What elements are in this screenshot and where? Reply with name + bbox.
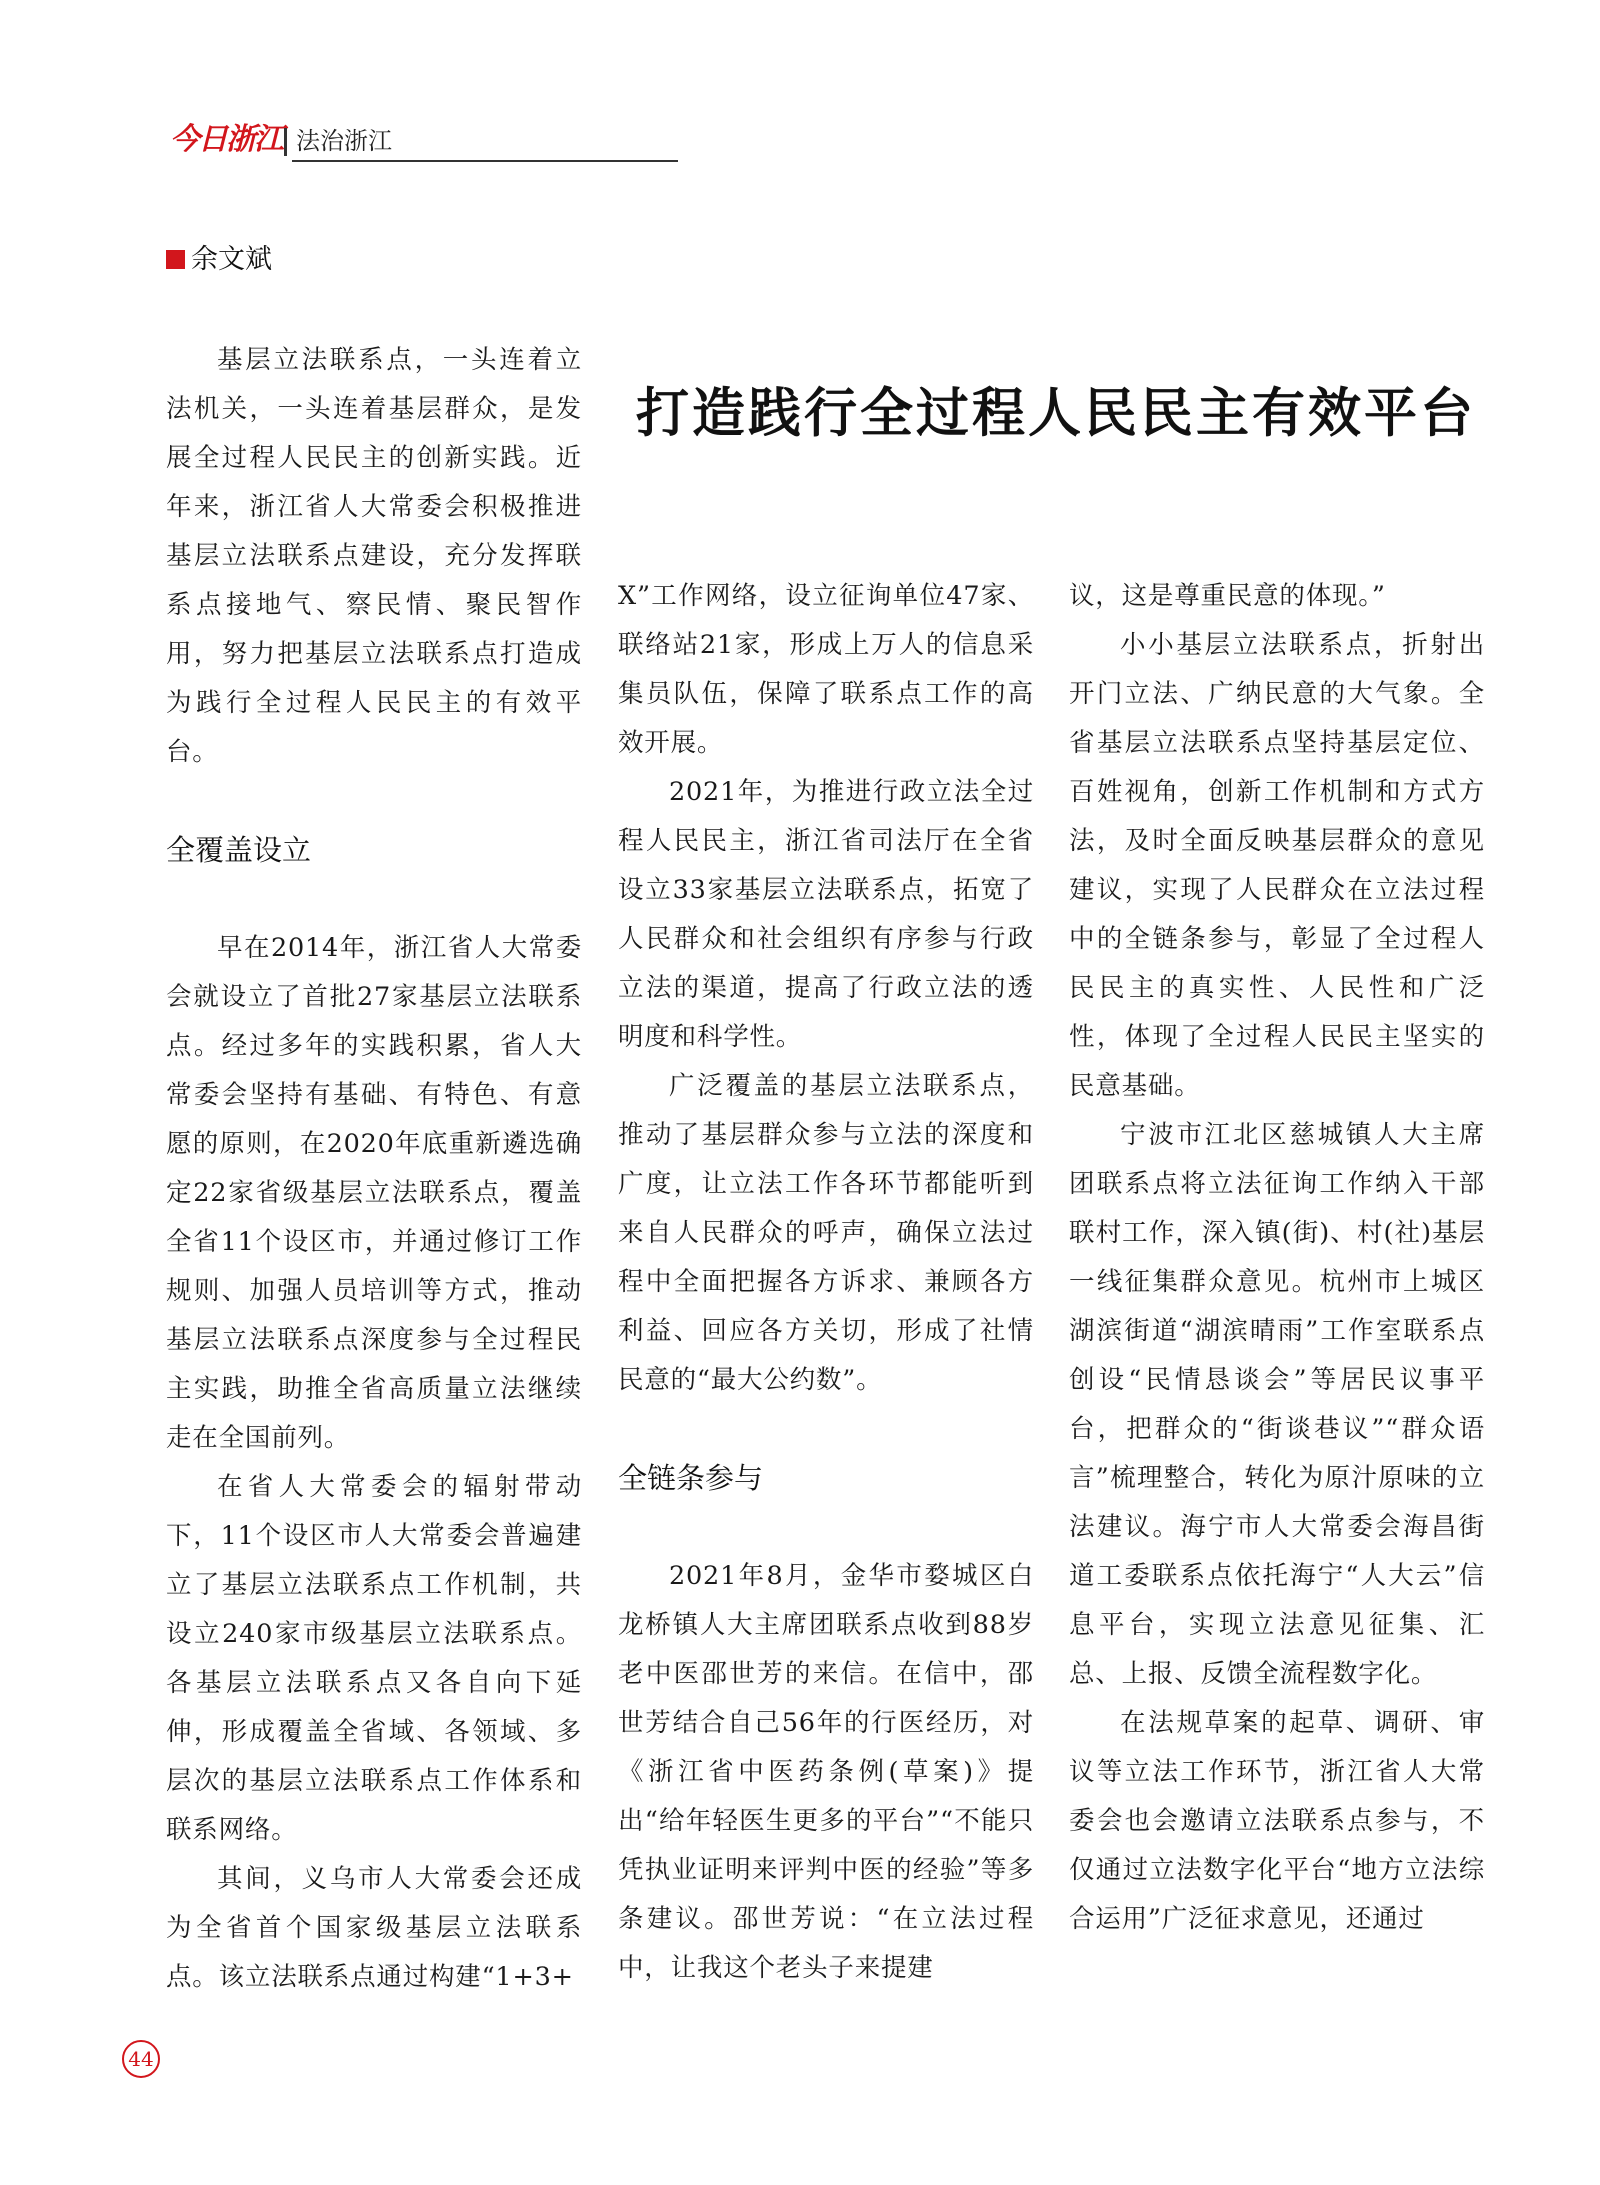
- paragraph: 2021年，为推进行政立法全过程人民民主，浙江省司法厅在全省设立33家基层立法联系点，拓宽了人民群众和社会组织有序参与行政立法的渠道，提高了行政立法的透明度和科学性。: [618, 777, 1034, 1052]
- paragraph: 在法规草案的起草、调研、审议等立法工作环节，浙江省人大常委会也会邀请立法联系点参与，不仅通过立法数字化平台“地方立法综合运用”广泛征求意见，还通过: [1069, 1708, 1485, 1934]
- column-2: [618, 572, 1034, 1993]
- author-name: 余文斌: [191, 244, 272, 275]
- paragraph: 2021年8月，金华市婺城区白龙桥镇人大主席团联系点收到88岁老中医邵世芳的来信。在信中，邵世芳结合自己56年的行医经历，对《浙江省中医药条例(草案)》提出“给年轻医生更多的平台”“不能只凭执业证明来评判中医的经验”等多条建议。邵世芳说：“在立法过程中，让我这个老头子来提建: [618, 1561, 1034, 1983]
- section-heading-participation: 全链条参与: [618, 1461, 764, 1495]
- section-heading-coverage: 全覆盖设立: [166, 833, 312, 867]
- header-divider: [284, 128, 287, 156]
- paragraph: 其间，义乌市人大常委会还成为全省首个国家级基层立法联系点。该立法联系点通过构建“1+3+: [166, 1864, 582, 1992]
- page-number: 44: [122, 2040, 160, 2078]
- red-square-icon: [166, 250, 185, 269]
- paragraph: 广泛覆盖的基层立法联系点，推动了基层群众参与立法的深度和广度，让立法工作各环节都能听到来自人民群众的呼声，确保立法过程中全面把握各方诉求、兼顾各方利益、回应各方关切，形成了社情民意的“最大公约数”。: [618, 1071, 1034, 1395]
- column-3: [1069, 572, 1485, 1944]
- paragraph: 在省人大常委会的辐射带动下，11个设区市人大常委会普遍建立了基层立法联系点工作机制，共设立240家市级基层立法联系点。各基层立法联系点又各自向下延伸，形成覆盖全省域、各领域、多层次的基层立法联系点工作体系和联系网络。: [166, 1472, 582, 1845]
- paragraph-continued: X”工作网络，设立征询单位47家、联络站21家，形成上万人的信息采集员队伍，保障了联系点工作的高效开展。: [618, 581, 1034, 758]
- paragraph-continued: 议，这是尊重民意的体现。”: [1069, 581, 1386, 611]
- magazine-logo: 今日浙江: [170, 122, 282, 157]
- section-name: 法治浙江: [296, 127, 392, 155]
- paragraph: 小小基层立法联系点，折射出开门立法、广纳民意的大气象。全省基层立法联系点坚持基层定位、百姓视角，创新工作机制和方式方法，及时全面反映基层群众的意见建议，实现了人民群众在立法过程中的全链条参与，彰显了全过程人民民主的真实性、人民性和广泛性，体现了全过程人民民主坚实的民意基础。: [1069, 630, 1485, 1101]
- paragraph: 早在2014年，浙江省人大常委会就设立了首批27家基层立法联系点。经过多年的实践积累，省人大常委会坚持有基础、有特色、有意愿的原则，在2020年底重新遴选确定22家省级基层立法联系点，覆盖全省11个设区市，并通过修订工作规则、加强人员培训等方式，推动基层立法联系点深度参与全过程民主实践，助推全省高质量立法继续走在全国前列。: [166, 933, 582, 1453]
- author-byline: [166, 240, 272, 280]
- paragraph: 宁波市江北区慈城镇人大主席团联系点将立法征询工作纳入干部联村工作，深入镇(街)、村(社)基层一线征集群众意见。杭州市上城区湖滨街道“湖滨晴雨”工作室联系点创设“民情恳谈会”等居民议事平台，把群众的“街谈巷议”“群众语言”梳理整合，转化为原汁原味的立法建议。海宁市人大常委会海昌街道工委联系点依托海宁“人大云”信息平台，实现立法意见征集、汇总、上报、反馈全流程数字化。: [1069, 1120, 1485, 1689]
- page-header: [170, 122, 510, 162]
- intro-paragraph: 基层立法联系点，一头连着立法机关，一头连着基层群众，是发展全过程人民民主的创新实践。近年来，浙江省人大常委会积极推进基层立法联系点建设，充分发挥联系点接地气、察民情、聚民智作用，努力把基层立法联系点打造成为践行全过程人民民主的有效平台。: [166, 345, 582, 767]
- article-title: 打造践行全过程人民民主有效平台: [636, 382, 1476, 444]
- column-1: [166, 336, 582, 2002]
- header-rule: [292, 160, 678, 162]
